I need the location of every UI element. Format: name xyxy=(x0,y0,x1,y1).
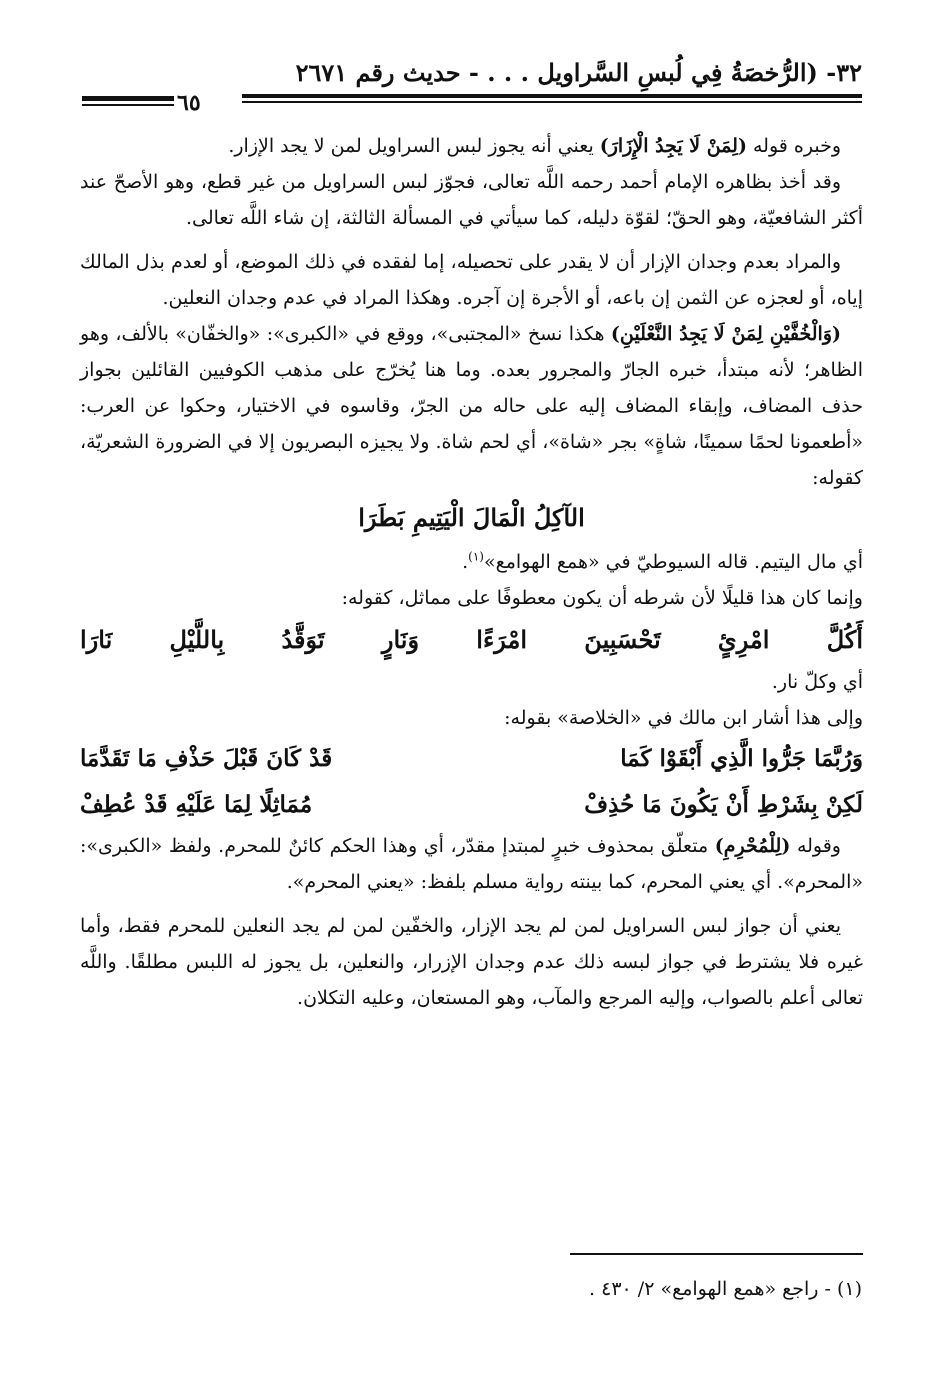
footnote-marker: (١) xyxy=(468,549,484,564)
footnote: (١) - راجع «همع الهوامع» ٢/ ٤٣٠ . xyxy=(589,1278,862,1300)
paragraph-text: متعلّق بمحذوف خبرٍ لمبتدإ مقدّر، أي وهذا الحكم كائنٌ للمحرم. ولفظ «الكبرى»: «المحرم». أي يعني المحرم، كما بينته رواية مسلم بلفظ: «يعني المحرم». xyxy=(80,835,863,893)
paragraph xyxy=(80,128,863,164)
poetry-verse: الآكِلُ الْمَالَ الْيَتِيمِ بَطَرَا xyxy=(358,503,585,532)
header-rule xyxy=(242,94,862,98)
running-title: ٣٢- (الرُّخصَةُ فِي لُبسِ السَّراويل . . . - حديث رقم ٢٦٧١ xyxy=(295,58,862,87)
verse-hemistich: قَدْ كَانَ قَبْلَ حَذْفِ مَا تَقَدَّمَا xyxy=(80,745,333,772)
hadith-quote: (وَالْخُفَّيْنِ لِمَنْ لَا يَجِدُ النَّعْلَيْنِ) xyxy=(610,323,841,345)
header-rule xyxy=(82,104,174,106)
hadith-quote: (لِلْمُحْرِمِ) xyxy=(714,835,791,857)
header-rule xyxy=(242,101,862,103)
page-header xyxy=(82,52,862,116)
paragraph-text: هكذا نسخ «المجتبى»، ووقع في «الكبرى»: «والخفّان» بالألف، وهو الظاهر؛ لأنه مبتدأ، خبره الجارّ والمجرور بعده. وما هنا يُخرّج على مذهب الكوفيين القائلين بجواز حذف المضاف، وإبقاء المضاف إليه على حاله من الجرّ، وقاسوه في الاختيار، وحكوا عن العرب: «أطعمونا لحمًا سمينًا، شاةٍ» بجر «شاة»، أي لحم شاة. ولا يجيزه البصريون إلا في الضرورة الشعريّة، كقوله: xyxy=(80,323,863,489)
paragraph-text: وقوله xyxy=(796,835,841,857)
paragraph xyxy=(80,544,863,580)
page-number: ٦٥ xyxy=(177,90,201,116)
paragraph: أي وكلّ نار. xyxy=(771,671,863,693)
paragraph: يعني أن جواز لبس السراويل لمن لم يجد الإزار، والخفّين لمن لم يجد النعلين للمحرم فقط، وأما غيره فلا يشترط في جواز لبسه ذلك عدم وجدان الإزرار، والنعلين، بل يجوز له اللبس مطلقًا. واللَّه تعالى أعلم بالصواب، وإليه المرجع والمآب، وهو المستعان، وعليه التكلان. xyxy=(80,915,863,1009)
footnote-separator xyxy=(570,1253,863,1255)
paragraph: والمراد بعدم وجدان الإزار أن لا يقدر على تحصيله، إما لفقده في ذلك الموضع، أو لعدم بذل المالك إياه، أو لعجزه عن الثمن إن باعه، أو الأجرة إن آجره. وهكذا المراد في عدم وجدان النعلين. xyxy=(80,251,863,309)
paragraph: وإلى هذا أشار ابن مالك في «الخلاصة» بقوله: xyxy=(504,707,863,729)
verse-hemistich: وَرُبَّمَا جَرُّوا الَّذِي أَبْقَوْا كَمَا xyxy=(620,745,863,772)
verse-hemistich: لَكِنْ بِشَرْطِ أَنْ يَكُونَ مَا حُذِفْ xyxy=(584,791,863,818)
verse-hemistich: مُمَاثِلًا لِمَا عَلَيْهِ قَدْ عُطِفْ xyxy=(80,791,313,818)
paragraph-text: يعني أنه يجوز لبس السراويل لمن لا يجد الإزار. xyxy=(228,135,600,157)
paragraph: وقد أخذ بظاهره الإمام أحمد رحمه اللَّه تعالى، فجوّز لبس السراويل من غير قطع، وهو الأصحّ عند أكثر الشافعيّة، وهو الحقّ؛ لقوّة دليله، كما سيأتي في المسألة الثالثة، إن شاء اللَّه تعالى. xyxy=(80,171,863,229)
main-text xyxy=(80,128,863,1016)
poetry-verse xyxy=(80,736,863,782)
paragraph xyxy=(80,828,863,900)
hadith-quote: (لِمَنْ لَا يَجِدُ الْإِزَارَ) xyxy=(599,135,747,157)
paragraph-text: . xyxy=(462,551,469,573)
paragraph-text: وخبره قوله xyxy=(752,135,841,157)
paragraph-text: أي مال اليتيم. قاله السيوطيّ في «همع الهوامع» xyxy=(483,551,863,573)
header-rule xyxy=(82,96,174,101)
poetry-verse xyxy=(80,782,863,828)
poetry-verse: أَكُلَّ امْرِئٍ تَحْسَبِينَ امْرَءًا وَنَارٍ تَوَقَّدُ بِاللَّيْلِ نَارَا xyxy=(80,625,863,654)
paragraph: وإنما كان هذا قليلًا لأن شرطه أن يكون معطوفًا على مماثل، كقوله: xyxy=(341,587,863,609)
paragraph xyxy=(80,316,863,496)
